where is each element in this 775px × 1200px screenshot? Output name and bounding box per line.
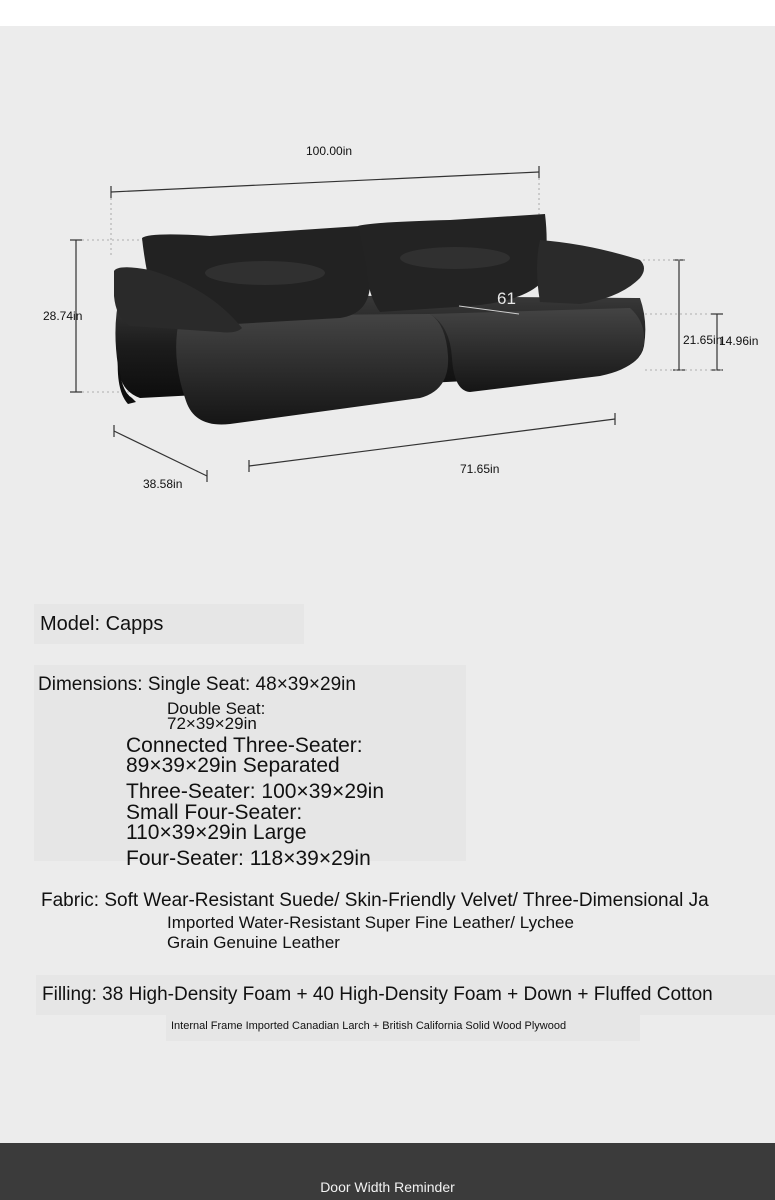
dimensions-line-6: Three-Seater: 100×39×29in (126, 780, 385, 803)
top-white-strip (0, 0, 775, 26)
seat-width-label: 71.65in (460, 462, 500, 476)
depth-label: 38.58in (143, 477, 183, 491)
footer-band (0, 1143, 775, 1200)
dimensions-line-3: 72×39×29in (167, 714, 257, 733)
fabric-line-3: Grain Genuine Leather (167, 933, 340, 952)
fabric-line-1: Fabric: Soft Wear-Resistant Suede/ Skin-Friendly Velvet/ Three-Dimensional Ja (41, 890, 709, 911)
dimensions-line-9: Four-Seater: 118×39×29in (126, 847, 371, 870)
filling-line-1: Filling: 38 High-Density Foam + 40 High-Density Foam + Down + Fluffed Cotton (42, 984, 713, 1005)
filling-line-2: Internal Frame Imported Canadian Larch + British California Solid Wood Plywood (171, 1020, 567, 1032)
sofa-dimension-diagram (0, 26, 775, 566)
dimensions-line-5: 89×39×29in Separated (126, 754, 340, 777)
seat-number-label: 61 (497, 289, 516, 308)
fabric-line-2: Imported Water-Resistant Super Fine Leather/ Lychee (167, 913, 574, 932)
total-width-label: 100.00in (306, 144, 353, 158)
arm-height-label: 21.65in (683, 333, 723, 347)
dimensions-line-8: 110×39×29in Large (126, 821, 307, 844)
sofa-illustration (0, 26, 775, 566)
dimensions-line-1: Dimensions: Single Seat: 48×39×29in (38, 674, 356, 695)
dimensions-line-2: Double Seat: (167, 699, 266, 718)
door-width-reminder-title: Door Width Reminder (320, 1179, 455, 1195)
model-text: Model: Capps (40, 613, 164, 635)
sofa-shape (114, 214, 645, 425)
height-label: 28.74in (43, 309, 83, 323)
dimensions-line-7: Small Four-Seater: (126, 801, 303, 824)
seat-height-label: 14.96in (719, 334, 759, 348)
dimensions-line-4: Connected Three-Seater: (126, 734, 363, 757)
